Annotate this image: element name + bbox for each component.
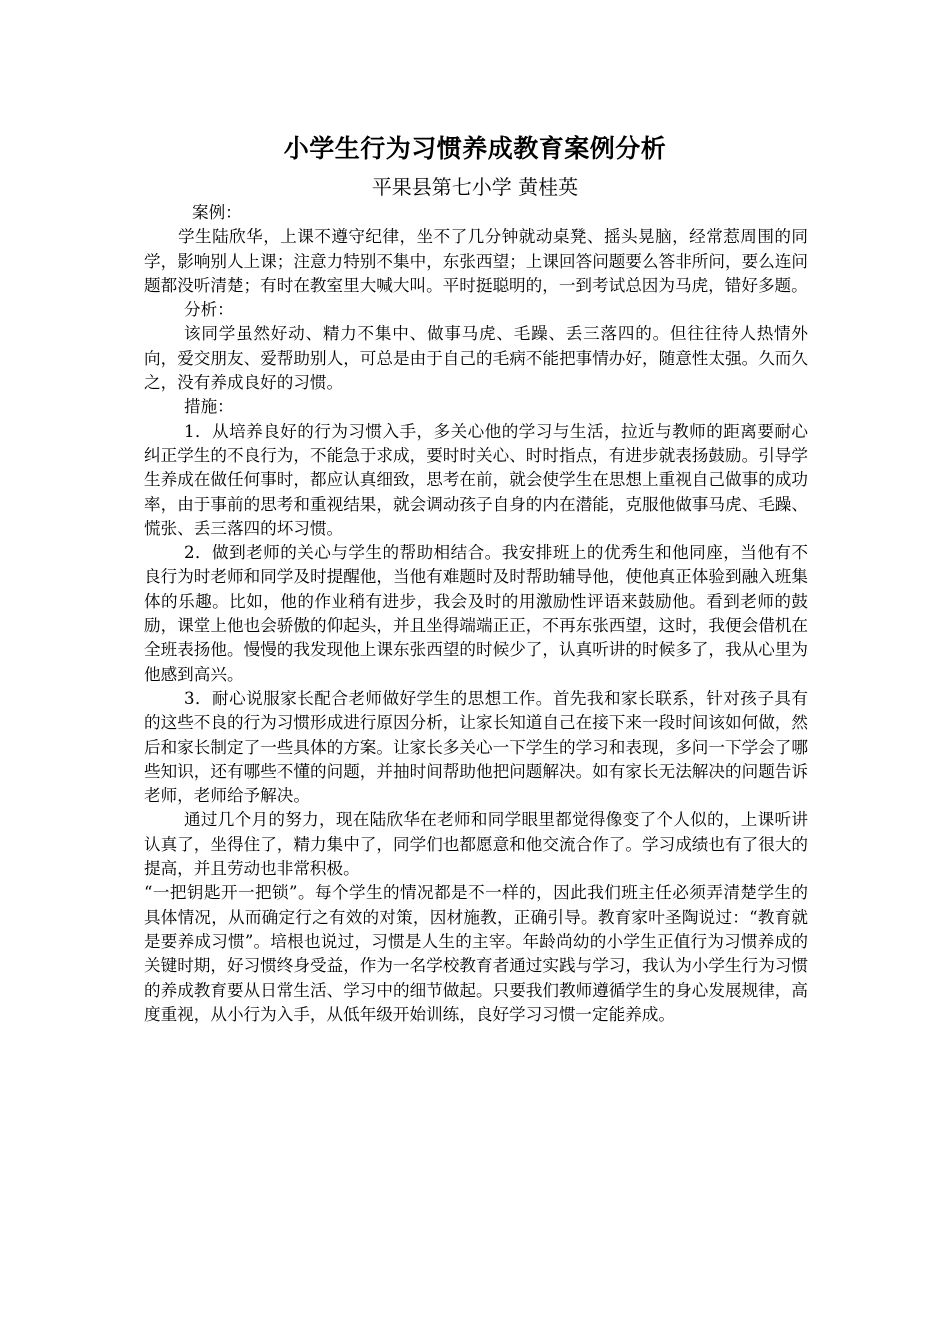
document-author: 平果县第七小学 黄桂英	[371, 175, 579, 199]
document-title: 小学生行为习惯养成教育案例分析	[283, 134, 667, 163]
case-paragraph: 学生陆欣华，上课不遵守纪律，坐不了几分钟就动桌凳、摇头晃脑，经常惹周围的同学，影响别人上课；注意力特别不集中，东张西望；上课回答问题要么答非所问，要么连问题都没听清楚；有时在教室里大喊大叫。平时挺聪明的，一到考试总因为马虎，错好多题。	[144, 227, 808, 295]
measures-label: 措施：	[184, 397, 234, 417]
conclusion-paragraph: “一把钥匙开一把锁”。每个学生的情况都是不一样的，因此我们班主任必须弄清楚学生的具体情况，从而确定行之有效的对策，因材施教，正确引导。教育家叶圣陶说过：“教育就是要养成习惯”。培根也说过，习惯是人生的主宰。年龄尚幼的小学生正值行为习惯养成的关键时期，好习惯终身受益，作为一名学校教育者通过实践与学习，我认为小学生行为习惯的养成教育要从日常生活、学习中的细节做起。只要我们教师遵循学生的身心发展规律，高度重视，从小行为入手，从低年级开始训练，良好学习习惯一定能养成。	[144, 883, 808, 1024]
measure-3-paragraph: 3．耐心说服家长配合老师做好学生的思想工作。首先我和家长联系，针对孩子具有的这些不良的行为习惯形成进行原因分析，让家长知道自己在接下来一段时间该如何做，然后和家长制定了一些具体的方案。让家长多关心一下学生的学习和表现，多问一下学会了哪些知识，还有哪些不懂的问题，并抽时间帮助他把问题解决。如有家长无法解决的问题告诉老师，老师给予解决。	[144, 688, 808, 806]
measure-1-paragraph: 1．从培养良好的行为习惯入手，多关心他的学习与生活，拉近与教师的距离要耐心纠正学生的不良行为，不能急于求成，要时时关心、时时指点，有进步就表扬鼓励。引导学生养成在做任何事时，都应认真细致，思考在前，就会使学生在思想上重视自己做事的成功率，由于事前的思考和重视结果，就会调动孩子自身的内在潜能，克服他做事马虎、毛躁、慌张、丢三落四的坏习惯。	[144, 421, 808, 538]
case-label: 案例：	[192, 203, 242, 222]
analysis-label: 分析：	[184, 300, 234, 320]
analysis-paragraph: 该同学虽然好动、精力不集中、做事马虎、毛躁、丢三落四的。但往往待人热情外向，爱交朋友、爱帮助别人，可总是由于自己的毛病不能把事情办好，随意性太强。久而久之，没有养成良好的习惯。	[144, 324, 808, 393]
result-paragraph: 通过几个月的努力，现在陆欣华在老师和同学眼里都觉得像变了个人似的，上课听讲认真了，坐得住了，精力集中了，同学们也都愿意和他交流合作了。学习成绩也有了很大的提高，并且劳动也非常积极。	[144, 810, 808, 879]
document-body	[144, 201, 808, 1027]
measure-2-paragraph: 2．做到老师的关心与学生的帮助相结合。我安排班上的优秀生和他同座，当他有不良行为时老师和同学及时提醒他，当他有难题时及时帮助辅导他，使他真正体验到融入班集体的乐趣。比如，他的作业稍有进步，我会及时的用激励性评语来鼓励他。看到老师的鼓励，课堂上他也会骄傲的仰起头，并且坐得端端正正，不再东张西望，这时，我便会借机在全班表扬他。慢慢的我发现他上课东张西望的时候少了，认真听讲的时候多了，我从心里为他感到高兴。	[144, 543, 808, 684]
